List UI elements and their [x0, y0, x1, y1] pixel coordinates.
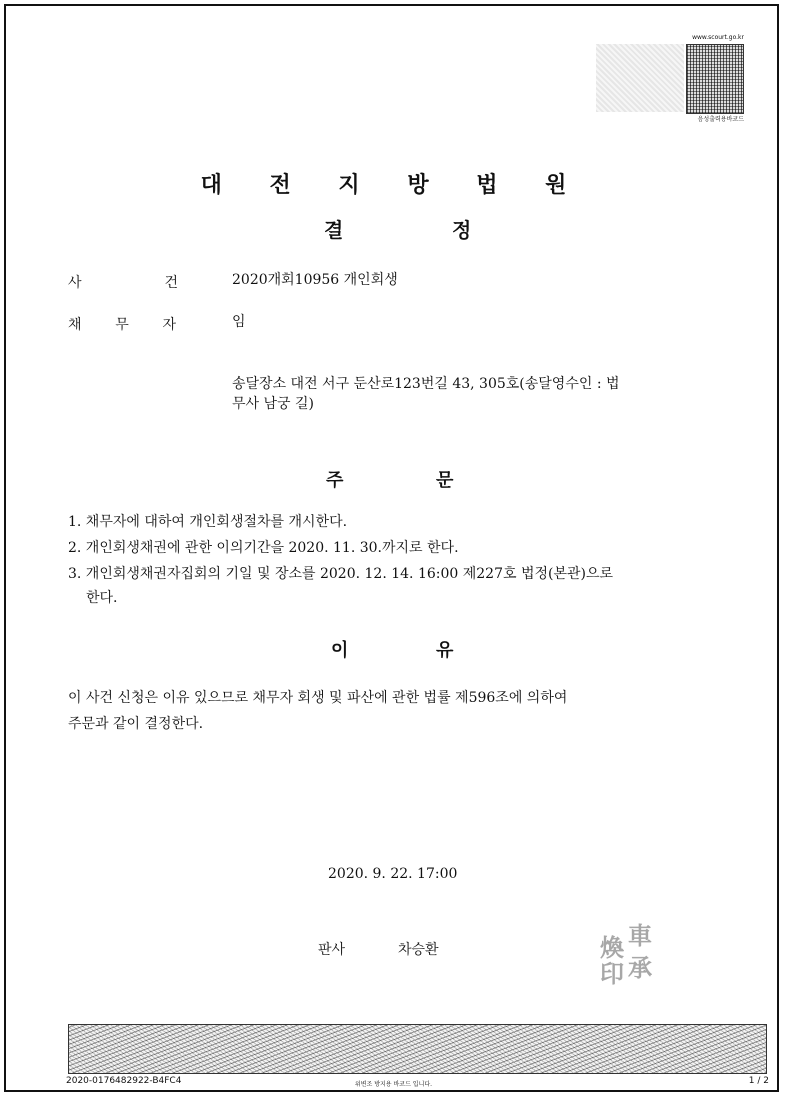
doc-type-left: 결 [324, 218, 344, 242]
seal-char-4: 印 [600, 959, 624, 986]
order-item-1: 1. 채무자에 대하여 개인회생절차를 개시한다. [68, 514, 348, 530]
barcode-pattern-right [686, 44, 744, 114]
page-number: 1 / 2 [748, 1076, 769, 1086]
order-title-left: 주 [326, 470, 344, 491]
document-page [4, 4, 779, 1092]
debtor-label: 채 무 자 [68, 317, 176, 333]
case-label: 사 건 [68, 275, 178, 291]
order-item-3-cont: 한다. [86, 590, 118, 606]
anti-forgery-barcode [68, 1024, 767, 1074]
document-id: 2020-0176482922-B4FC4 [66, 1076, 182, 1086]
site-url: www.scourt.go.kr [692, 34, 744, 41]
order-title-right: 문 [436, 470, 454, 491]
voice-output-barcode [596, 34, 746, 126]
doc-type-right: 정 [452, 218, 472, 242]
delivery-line-2: 무사 남궁 길) [232, 396, 314, 412]
barcode-note: 위변조 방지용 바코드 입니다. [354, 1081, 433, 1088]
delivery-line-1: 송달장소 대전 서구 둔산로123번길 43, 305호(송달영수인 : 법 [232, 376, 620, 392]
judge-title: 판사 [318, 942, 346, 958]
case-value: 2020개회10956 개인회생 [232, 272, 398, 288]
reason-line-2: 주문과 같이 결정한다. [68, 716, 204, 732]
reason-title-right: 유 [436, 640, 454, 661]
barcode-caption: 음성출력용바코드 [697, 116, 744, 123]
debtor-value: 임 [232, 314, 246, 330]
seal-char-1: 車 [628, 921, 652, 950]
reason-title-left: 이 [331, 640, 349, 661]
seal-char-3: 煥 [600, 933, 624, 962]
barcode-pattern-left [596, 44, 684, 112]
court-name: 대 전 지 방 법 원 [200, 173, 587, 198]
order-item-3: 3. 개인회생채권자집회의 기일 및 장소를 2020. 12. 14. 16:00 제227호 법정(본관)으로 [68, 566, 614, 582]
seal-char-2: 承 [628, 953, 652, 982]
judge-seal [596, 916, 656, 986]
decision-date: 2020. 9. 22. 17:00 [328, 866, 458, 882]
reason-line-1: 이 사건 신청은 이유 있으므로 채무자 회생 및 파산에 관한 법률 제596조에 의하여 [68, 690, 568, 706]
judge-name: 차승환 [398, 942, 439, 958]
order-item-2: 2. 개인회생채권에 관한 이의기간을 2020. 11. 30.까지로 한다. [68, 540, 459, 556]
